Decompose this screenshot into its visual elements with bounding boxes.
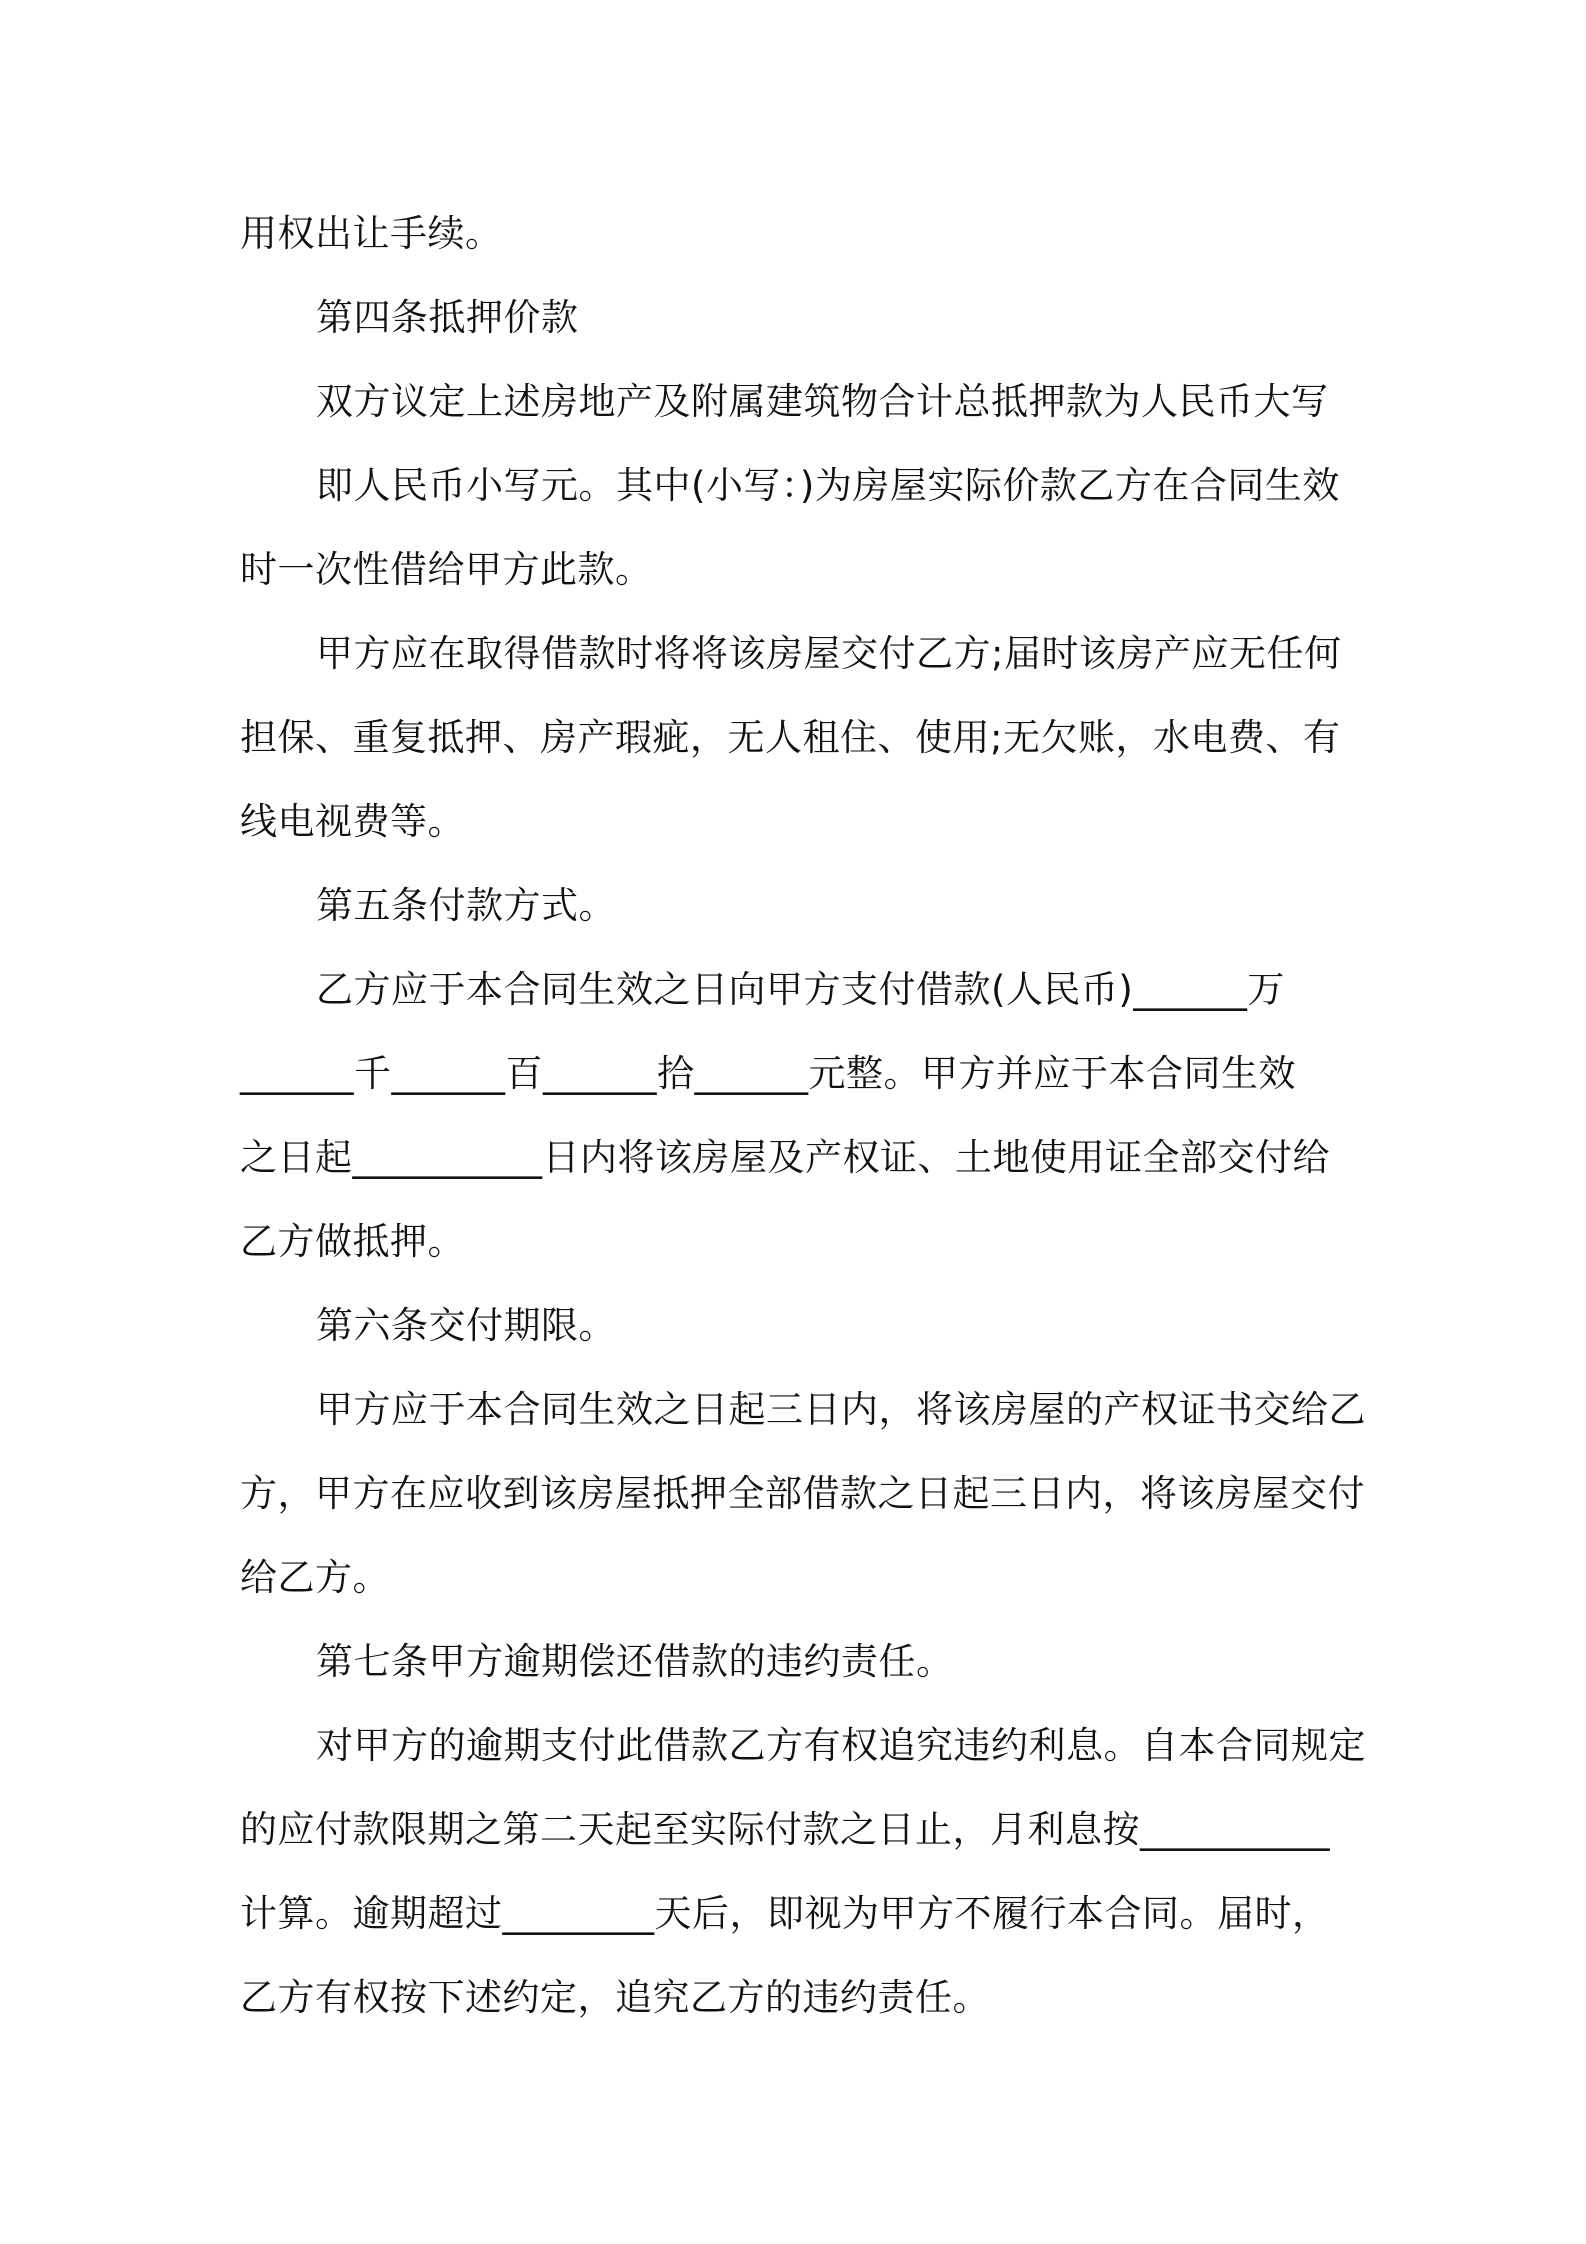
article-heading: 第五条付款方式。 (316, 884, 616, 927)
text-line: 给乙方。 (240, 1556, 390, 1599)
text-line: 时一次性借给甲方此款。 (240, 548, 653, 591)
text-line: 的应付款限期之第二天起至实际付款之日止，月利息按__________ (240, 1808, 1330, 1851)
text-line: 即人民币小写元。其中(小写：)为房屋实际价款乙方在合同生效 (316, 464, 1340, 507)
text-line: 用权出让手续。 (240, 212, 503, 255)
contract-text (240, 192, 1366, 2040)
text-line: ______千______百______拾______元整。甲方并应于本合同生效 (240, 1052, 1296, 1095)
text-line: 担保、重复抵押、房产瑕疵，无人租住、使用;无欠账，水电费、有 (240, 716, 1341, 759)
article-heading: 第六条交付期限。 (316, 1304, 616, 1347)
text-line: 乙方有权按下述约定，追究乙方的违约责任。 (240, 1976, 990, 2019)
text-line: 乙方应于本合同生效之日向甲方支付借款(人民币)______万 (316, 968, 1285, 1011)
text-line: 计算。逾期超过________天后，即视为甲方不履行本合同。届时， (240, 1892, 1330, 1935)
text-line: 甲方应在取得借款时将将该房屋交付乙方;届时该房产应无任何 (316, 632, 1342, 675)
article-heading: 第四条抵押价款 (316, 296, 579, 339)
text-line: 之日起__________日内将该房屋及产权证、土地使用证全部交付给 (240, 1136, 1330, 1179)
text-line: 方，甲方在应收到该房屋抵押全部借款之日起三日内，将该房屋交付 (240, 1472, 1365, 1515)
article-heading: 第七条甲方逾期偿还借款的违约责任。 (316, 1640, 954, 1683)
text-line: 双方议定上述房地产及附属建筑物合计总抵押款为人民币大写 (316, 380, 1329, 423)
text-line: 甲方应于本合同生效之日起三日内，将该房屋的产权证书交给乙 (316, 1388, 1366, 1431)
text-line: 乙方做抵押。 (240, 1220, 465, 1263)
text-line: 线电视费等。 (240, 800, 465, 843)
text-line: 对甲方的逾期支付此借款乙方有权追究违约利息。自本合同规定 (316, 1724, 1366, 1767)
